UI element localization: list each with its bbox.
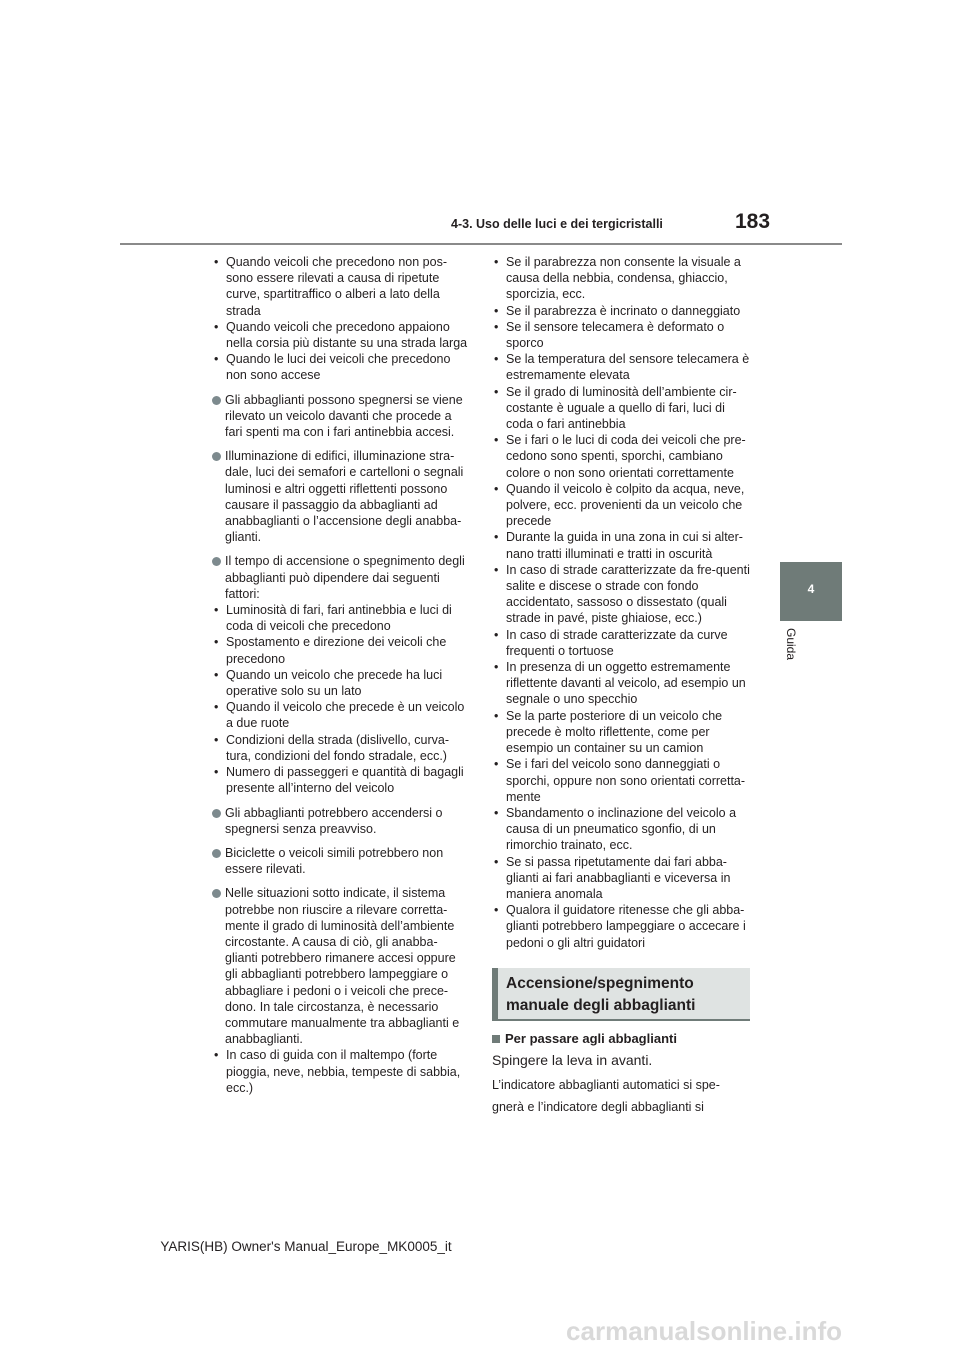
- list-item: • Se i fari o le luci di coda dei veicoli che pre-cedono sono spenti, sporchi, cambiano colore o non sono orientati correttamente: [492, 432, 754, 481]
- subheading: [492, 1031, 677, 1046]
- list-item: • Quando un veicolo che precede ha luci operative solo su un lato: [212, 667, 470, 699]
- note-text: Nelle situazioni sotto indicate, il sistema potrebbe non riuscire a rilevare corretta-mente il grado di luminosità dell’ambiente circostante. A causa di ciò, gli anabba-glianti potrebbero rimanere accesi oppure gli abbaglianti potrebbero lampeggiare o abbagliare i pedoni o i veicoli che prece-dono. In tale circostanza, è necessario commutare manualmente tra abbaglianti e anabbaglianti.: [225, 886, 460, 1047]
- chapter-tab: [780, 562, 842, 621]
- list-item: • Se la temperatura del sensore telecamera è estremamente elevata: [492, 351, 754, 383]
- note-paragraph: [212, 553, 470, 602]
- list-item: • Se il parabrezza non consente la visuale a causa della nebbia, condensa, ghiaccio, sporcizia, ecc.: [492, 254, 754, 303]
- bullet-circle-icon: [212, 889, 221, 898]
- list-item: • In caso di strade caratterizzate da fre-quenti salite e discese o strade con fondo accidentato, sassoso o dissestato (quali strade in pavé, piste ghiaiose, ecc.): [492, 562, 754, 627]
- bullet-circle-icon: [212, 452, 221, 461]
- left-column: [212, 254, 470, 1096]
- list-item: • In presenza di un oggetto estremamente riflettente davanti al veicolo, ad esempio un segnale o uno specchio: [492, 659, 754, 708]
- note-text: Illuminazione di edifici, illuminazione stra-dale, luci dei semafori e cartelloni o segnali luminosi e altri oggetti riflettenti possono causare il passaggio da abbaglianti ad anabbaglianti o l’accensione degli anabba-glianti.: [225, 449, 464, 545]
- list-item: • Quando il veicolo che precede è un veicolo a due ruote: [212, 699, 470, 731]
- section-heading-line: manuale degli abbaglianti: [506, 997, 696, 1014]
- bullet-circle-icon: [212, 557, 221, 566]
- list-item: • Numero di passeggeri e quantità di bagagli presente all’interno del veicolo: [212, 764, 470, 796]
- note-paragraph: [212, 805, 470, 837]
- page-number: 183: [735, 210, 771, 233]
- bullet-circle-icon: [212, 809, 221, 818]
- instruction: Spingere la leva in avanti.: [492, 1052, 653, 1068]
- running-header-section: 4-3. Uso delle luci e dei tergicristalli: [451, 217, 663, 231]
- note-text: Biciclette o veicoli simili potrebbero non essere rilevati.: [225, 845, 444, 877]
- page-footer: YARIS(HB) Owner's Manual_Europe_MK0005_it: [160, 1239, 452, 1254]
- bullet-circle-icon: [212, 849, 221, 858]
- list-item: • Quando veicoli che precedono non pos-sono essere rilevati a causa di ripetute curve, spartitraffico o alberi a lato della strada: [212, 254, 470, 319]
- chapter-number: 4: [807, 582, 815, 596]
- list-item: • Durante la guida in una zona in cui si alter-nano tratti illuminati e tratti in oscurità: [492, 529, 754, 561]
- list-item: • Sbandamento o inclinazione del veicolo a causa di un pneumatico sgonfio, di un rimorchio trainato, ecc.: [492, 805, 754, 854]
- list-item: • Se il sensore telecamera è deformato o sporco: [492, 319, 754, 351]
- note-paragraph: [212, 845, 470, 877]
- situation-list: [212, 1047, 470, 1096]
- list-item: • In caso di strade caratterizzate da curve frequenti o tortuose: [492, 627, 754, 659]
- section-heading-line: Accensione/spegnimento: [506, 975, 694, 992]
- list-item: • Luminosità di fari, fari antinebbia e luci di coda di veicoli che precedono: [212, 602, 470, 634]
- list-item: • Quando veicoli che precedono appaiono nella corsia più distante su una strada larga: [212, 319, 470, 351]
- list-item: • In caso di guida con il maltempo (forte pioggia, neve, nebbia, tempeste di sabbia, ecc.): [212, 1047, 470, 1096]
- bullet-circle-icon: [212, 396, 221, 405]
- watermark: carmanualsonline.info: [566, 1316, 842, 1346]
- section-heading: [492, 968, 750, 1021]
- list-item: • Qualora il guidatore ritenesse che gli abba-glianti potrebbero lampeggiare o accecare i pedoni o gli altri guidatori: [492, 902, 754, 951]
- list-item: • Condizioni della strada (dislivello, curva-tura, condizioni del fondo stradale, ecc.): [212, 732, 470, 764]
- header-rule: [120, 243, 842, 245]
- list-item: • Se si passa ripetutamente dai fari abba-glianti ai fari anabbaglianti e viceversa in maniera anomala: [492, 854, 754, 903]
- body-text-line: L’indicatore abbaglianti automatici si spe-: [492, 1078, 720, 1092]
- list-item: • Quando le luci dei veicoli che precedono non sono accese: [212, 351, 470, 383]
- note-text: Gli abbaglianti possono spegnersi se viene rilevato un veicolo davanti che procede a fari spenti ma con i fari antinebbia accesi.: [225, 392, 463, 440]
- factor-list: [212, 602, 470, 796]
- list-item: • Se il parabrezza è incrinato o danneggiato: [492, 303, 754, 319]
- note-text: Il tempo di accensione o spegnimento degli abbaglianti può dipendere dai seguenti fattori:: [225, 554, 465, 601]
- list-item: • Se i fari del veicolo sono danneggiati o sporchi, oppure non sono orientati corretta-mente: [492, 756, 754, 805]
- note-paragraph: [212, 885, 470, 1047]
- list-item: • Se il grado di luminosità dell’ambiente cir-costante è uguale a quello di fari, luci di coda o fari antinebbia: [492, 384, 754, 433]
- right-column: [492, 254, 754, 951]
- list-item: • Quando il veicolo è colpito da acqua, neve, polvere, ecc. provenienti da un veicolo che precede: [492, 481, 754, 530]
- square-bullet-icon: [492, 1035, 500, 1043]
- note-paragraph: [212, 448, 470, 545]
- body-text-line: gnerà e l’indicatore degli abbaglianti si: [492, 1100, 704, 1114]
- list-item: • Spostamento e direzione dei veicoli che precedono: [212, 634, 470, 666]
- chapter-label-wrapper: [782, 628, 804, 668]
- note-paragraph: [212, 392, 470, 441]
- subheading-text: Per passare agli abbaglianti: [505, 1031, 677, 1046]
- list-item: • Se la parte posteriore di un veicolo che precede è molto riflettente, come per esempio un container su un camion: [492, 708, 754, 757]
- note-text: Gli abbaglianti potrebbero accendersi o spegnersi senza preavviso.: [225, 805, 443, 836]
- chapter-label: Guida: [784, 628, 798, 661]
